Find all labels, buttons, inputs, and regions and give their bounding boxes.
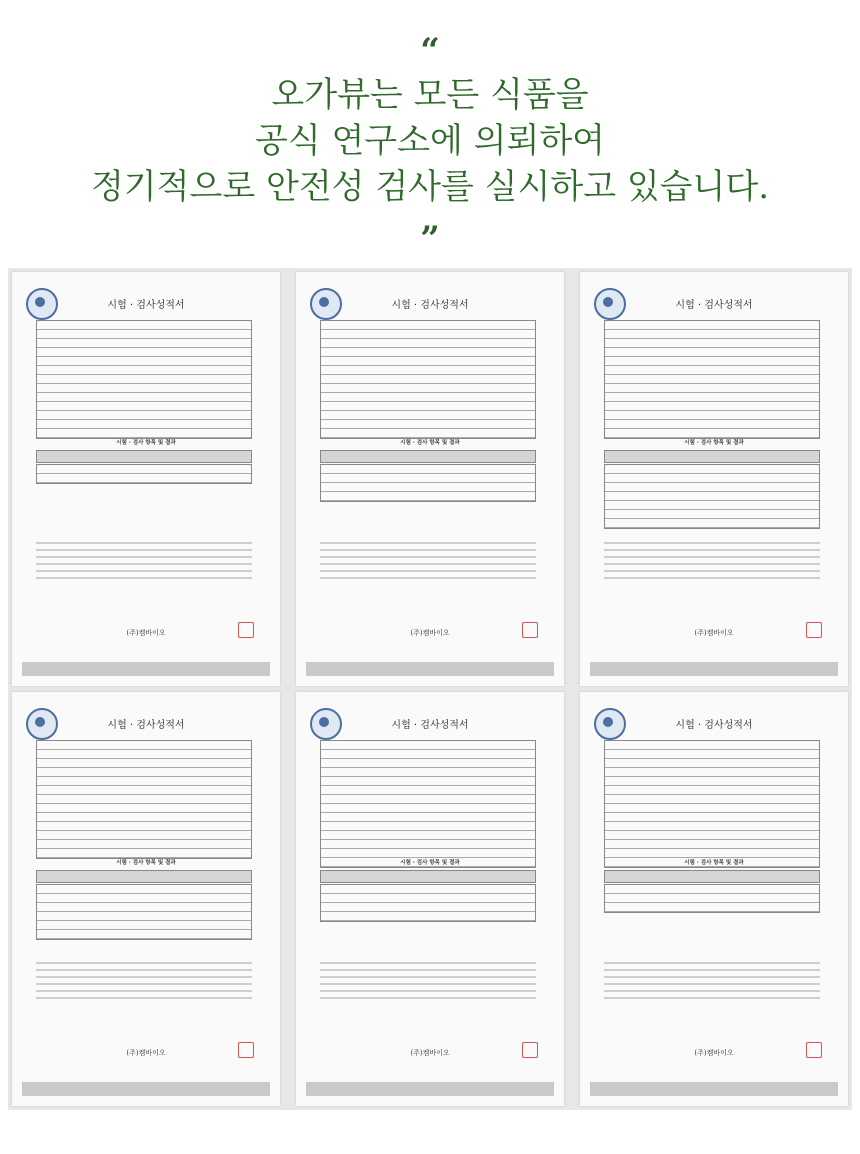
certificate-2	[296, 272, 564, 686]
results-header	[604, 870, 820, 883]
issuer-name: (주)켐바이오	[126, 1049, 166, 1057]
issuer-stamp-icon	[238, 622, 254, 638]
results-heading: 시험 · 검사 항목 및 결과	[116, 440, 176, 446]
results-header	[604, 450, 820, 463]
issuer-stamp-icon	[522, 622, 538, 638]
issuer-name: (주)켐바이오	[126, 629, 166, 637]
footer-bar	[22, 1082, 270, 1096]
results-header	[320, 450, 536, 463]
certificate-5	[296, 692, 564, 1106]
certificate-3	[580, 272, 848, 686]
certificate-title: 시험 · 검사성적서	[107, 720, 185, 731]
certificate-6	[580, 692, 848, 1106]
issuer-name: (주)켐바이오	[694, 1049, 734, 1057]
info-table	[36, 740, 252, 859]
certificate-title: 시험 · 검사성적서	[391, 720, 469, 731]
results-table	[36, 464, 252, 484]
headline-line-3: 정기적으로 안전성 검사를 실시하고 있습니다.	[90, 167, 770, 207]
info-table	[320, 320, 536, 439]
footer-bar	[22, 662, 270, 676]
certificate-4	[12, 692, 280, 1106]
results-heading: 시험 · 검사 항목 및 결과	[684, 860, 744, 866]
results-header	[36, 450, 252, 463]
notes	[320, 962, 536, 1004]
results-table	[604, 464, 820, 529]
info-table	[320, 740, 536, 868]
issuer-stamp-icon	[522, 1042, 538, 1058]
notes	[604, 542, 820, 584]
certificate-title: 시험 · 검사성적서	[391, 300, 469, 311]
headline-line-2: 공식 연구소에 의뢰하여	[254, 121, 606, 161]
results-header	[36, 870, 252, 883]
results-heading: 시험 · 검사 항목 및 결과	[684, 440, 744, 446]
closing-quote-mark: ”	[420, 219, 440, 259]
results-heading: 시험 · 검사 항목 및 결과	[400, 860, 460, 866]
headline-line-1: 오가뷰는 모든 식품을	[271, 75, 589, 115]
issuer-stamp-icon	[806, 622, 822, 638]
info-table	[36, 320, 252, 439]
results-heading: 시험 · 검사 항목 및 결과	[116, 860, 176, 866]
issuer-stamp-icon	[806, 1042, 822, 1058]
results-table	[320, 884, 536, 922]
notes	[36, 962, 252, 1004]
certificate-title: 시험 · 검사성적서	[107, 300, 185, 311]
certificate-title: 시험 · 검사성적서	[675, 300, 753, 311]
issuer-name: (주)켐바이오	[410, 629, 450, 637]
issuer-name: (주)켐바이오	[410, 1049, 450, 1057]
notes	[320, 542, 536, 584]
footer-bar	[590, 662, 838, 676]
certificate-title: 시험 · 검사성적서	[675, 720, 753, 731]
results-table	[36, 884, 252, 940]
notes	[36, 542, 252, 584]
results-table	[604, 884, 820, 913]
results-heading: 시험 · 검사 항목 및 결과	[400, 440, 460, 446]
results-header	[320, 870, 536, 883]
headline	[0, 72, 860, 210]
issuer-stamp-icon	[238, 1042, 254, 1058]
certificate-gallery	[8, 268, 852, 1110]
opening-quote-mark: “	[420, 31, 440, 71]
results-table	[320, 464, 536, 502]
notes	[604, 962, 820, 1004]
footer-bar	[590, 1082, 838, 1096]
issuer-name: (주)켐바이오	[694, 629, 734, 637]
footer-bar	[306, 1082, 554, 1096]
footer-bar	[306, 662, 554, 676]
info-table	[604, 320, 820, 439]
certificate-1	[12, 272, 280, 686]
info-table	[604, 740, 820, 868]
